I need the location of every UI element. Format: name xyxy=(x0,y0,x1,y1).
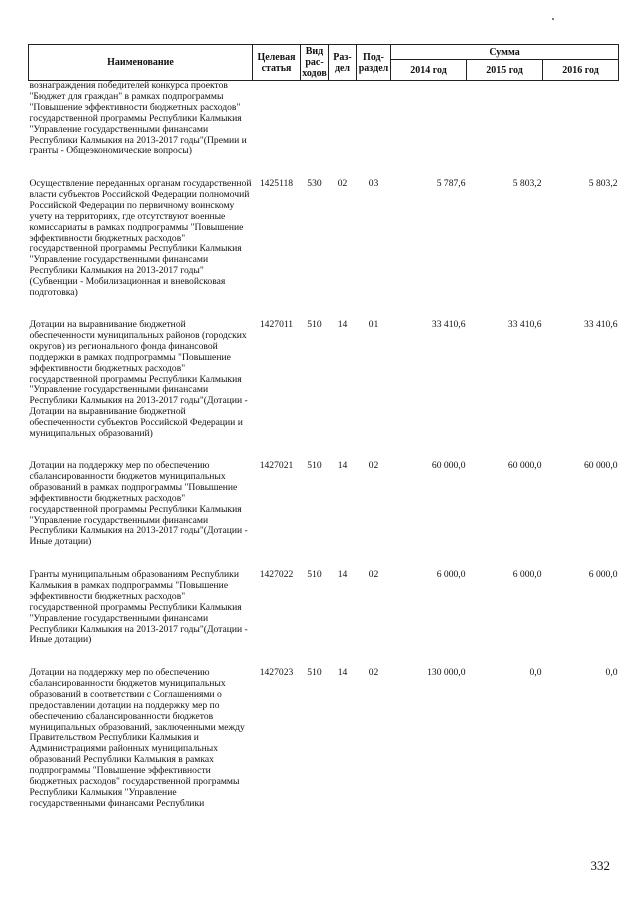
header-sum: Сумма xyxy=(391,45,619,60)
row-2014: 6 000,0 xyxy=(436,569,466,580)
row-target: 1427023 xyxy=(259,667,294,678)
row-2016 xyxy=(543,81,619,180)
row-target: 1427021 xyxy=(259,460,294,471)
row-2015: 60 000,0 xyxy=(507,460,542,471)
table-row xyxy=(29,81,619,180)
row-2015 xyxy=(467,81,543,180)
scan-speck xyxy=(552,18,554,20)
table-row xyxy=(29,179,619,320)
row-name: Дотации на поддержку мер по обеспечению сбалансированности бюджетов муниципальных образований в соответствии с Соглашениями о предоставлении дотации на поддержку мер по обеспечению сбалансированности бюджетов муниципальных образований, заключенными между Правительством Республики Калмыкия и Администрациями районных муниципальных образований Республики Калмыкия в рамках подпрограммы "Повышение эффективности бюджетных расходов" государственной программы Республики Калмыкия "Управление государственными финансами Республики xyxy=(29,667,245,809)
header-type: Вид рас-ходов xyxy=(302,46,327,79)
row-2014 xyxy=(391,81,467,180)
row-2015: 33 410,6 xyxy=(507,319,542,330)
row-subsection: 02 xyxy=(368,667,379,678)
header-2014: 2014 год xyxy=(391,60,467,81)
row-target: 1427011 xyxy=(259,319,294,330)
header-2016: 2016 год xyxy=(543,60,619,81)
row-section: 14 xyxy=(337,667,348,678)
row-type: 510 xyxy=(307,667,322,678)
row-section: 14 xyxy=(337,319,348,330)
row-type: 510 xyxy=(307,460,322,471)
row-section xyxy=(329,81,357,180)
row-2014: 33 410,6 xyxy=(431,319,466,330)
row-type xyxy=(301,81,329,180)
row-name: Дотации на поддержку мер по обеспечению сбалансированности бюджетов муниципальных образований в рамках подпрограммы "Повышение эффективности бюджетных расходов" государственной программы Республики Калмыкия "Управление государственными финансами Республики Калмыкия на 2013-2017 годы"(Дотации - Иные дотации) xyxy=(29,460,248,548)
table-row xyxy=(29,570,619,668)
row-2016: 5 803,2 xyxy=(588,178,618,189)
row-subsection: 02 xyxy=(368,569,379,580)
header-subsection: Под-раздел xyxy=(357,45,391,81)
header-name: Наименование xyxy=(29,45,253,81)
row-2016: 6 000,0 xyxy=(588,569,618,580)
row-2016: 60 000,0 xyxy=(583,460,618,471)
row-2014: 130 000,0 xyxy=(427,667,466,678)
table-row xyxy=(29,668,619,820)
row-target: 1427022 xyxy=(259,569,294,580)
row-2015: 0,0 xyxy=(529,667,542,678)
row-section: 14 xyxy=(337,569,348,580)
row-type: 530 xyxy=(307,178,322,189)
row-section: 02 xyxy=(337,178,348,189)
table-body xyxy=(29,81,619,821)
row-2014: 60 000,0 xyxy=(431,460,466,471)
row-2016: 0,0 xyxy=(605,667,618,678)
row-type: 510 xyxy=(307,569,322,580)
row-subsection: 03 xyxy=(368,178,379,189)
row-name: Гранты муниципальным образованиям Республики Калмыкия в рамках подпрограммы "Повышение эффективности бюджетных расходов" государственной программы Республики Калмыкия "Управление государственными финансами Республики Калмыкия на 2013-2017 годы"(Дотации - Иные дотации) xyxy=(29,569,248,646)
row-2015: 5 803,2 xyxy=(512,178,542,189)
table-header xyxy=(29,45,619,81)
row-name: Осуществление переданных органам государственной власти субъектов Российской Федерации полномочий Российской Федерации по первичному воинскому учету на территориях, где отсутствуют военные комиссариаты в рамках подпрограммы "Повышение эффективности бюджетных расходов" государственной программы Республики Калмыкия "Управление государственными финансами Республики Калмыкия на 2013-2017 годы"(Субвенции - Мобилизационная и вневойсковая подготовка) xyxy=(29,178,252,299)
header-target: Целевая статья xyxy=(253,45,301,81)
table-row xyxy=(29,461,619,570)
row-name: вознаграждения победителей конкурса проектов "Бюджет для граждан" в рамках подпрограммы "Повышение эффективности бюджетных расходов" государственной программы Республики Калмыкия "Управление государственными финансами Республики Калмыкия на 2013-2017 годы"(Премии и гранты - Общеэкономические вопросы) xyxy=(29,80,247,157)
row-subsection xyxy=(357,81,391,180)
row-section: 14 xyxy=(337,460,348,471)
row-2016: 33 410,6 xyxy=(583,319,618,330)
row-target xyxy=(253,81,301,180)
table-row xyxy=(29,320,619,461)
row-2014: 5 787,6 xyxy=(436,178,466,189)
row-type: 510 xyxy=(307,319,322,330)
header-2015: 2015 год xyxy=(467,60,543,81)
budget-table xyxy=(28,44,619,820)
page-number: 332 xyxy=(590,858,610,873)
row-subsection: 01 xyxy=(368,319,379,330)
header-section: Раз-дел xyxy=(329,45,357,81)
row-2015: 6 000,0 xyxy=(512,569,542,580)
row-name: Дотации на выравнивание бюджетной обеспеченности муниципальных районов (городских округов) из регионального фонда финансовой поддержки в рамках подпрограммы "Повышение эффективности бюджетных расходов" государственной программы Республики Калмыкия "Управление государственными финансами Республики Калмыкия на 2013-2017 годы"(Дотации - Дотации на выравнивание бюджетной обеспеченности субъектов Российской Федерации и муниципальных образований) xyxy=(29,319,248,440)
row-target: 1425118 xyxy=(259,178,294,189)
row-subsection: 02 xyxy=(368,460,379,471)
